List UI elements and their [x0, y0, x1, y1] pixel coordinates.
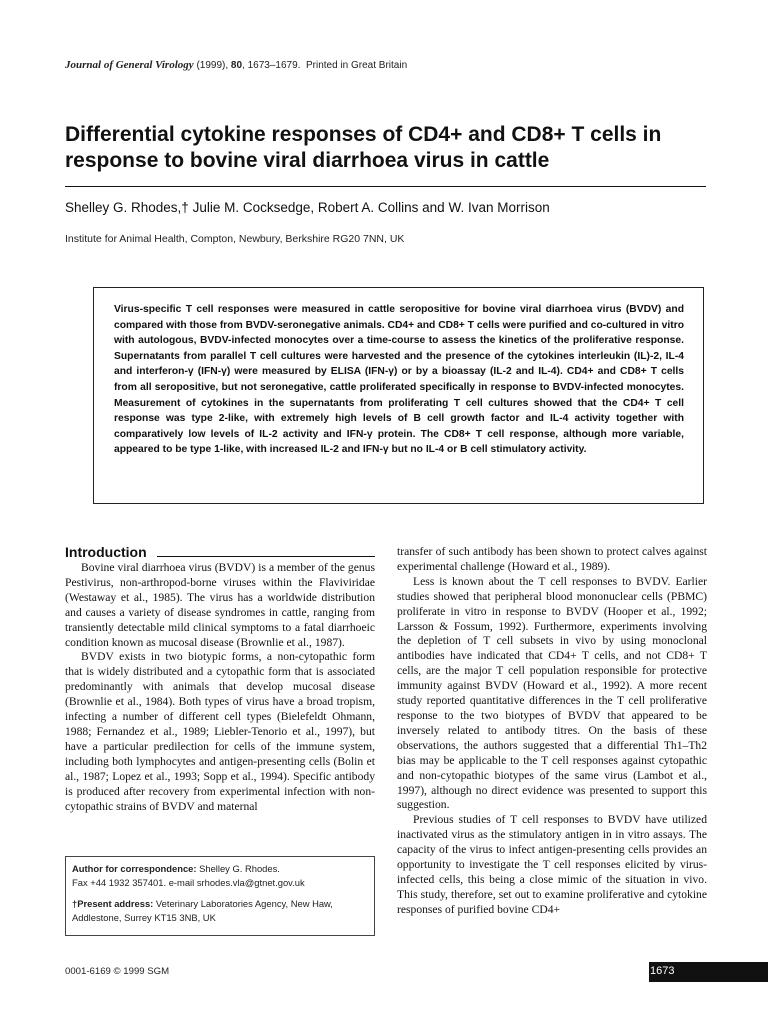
author-list: Shelley G. Rhodes,† Julie M. Cocksedge, Robert A. Collins and W. Ivan Morrison: [65, 200, 550, 215]
journal-volume: 80: [230, 60, 243, 71]
present-address-line: [72, 897, 372, 911]
body-paragraph: Previous studies of T cell responses to BVDV have utilized inactivated virus as the stimulatory antigen in in vitro assays. The capacity of the virus to infect antigen-presenting cells provides an opportunity to investigate the T cell responses elicited by virus-infected cells, this being a close mimic of the situation in vivo. This study, therefore, set out to examine proliferative and cytokine responses of purified bovine CD4+: [397, 813, 707, 916]
printed-in: Printed in Great Britain: [305, 60, 408, 71]
section-heading-rule: [157, 556, 375, 557]
body-paragraph: BVDV exists in two biotypic forms, a non-cytopathic form that is widely distributed and a cytopathic form that is associated predominantly with animals that develop mucosal disease (Brownlie et al., 1984). Both types of virus have a broad tropism, infecting a number of different cell types (Bielefeldt Ohmann, 1988; Fernandez et al., 1989; Liebler-Tenorio et al., 1997), but have a particular predilection for cells of the immune system, including both lymphocytes and antigen-presenting cells (Bolin et al., 1987; Lopez et al., 1993; Sopp et al., 1994). Specific antibody is produced after recovery from experimental infection with non-cytopathic strains of BVDV and maternal: [65, 650, 375, 813]
correspondence-contact: Fax +44 1932 357401. e-mail srhodes.vla@gtnet.gov.uk: [72, 877, 305, 888]
journal-citation: [65, 59, 407, 71]
correspondence-label: Author for correspondence:: [72, 863, 197, 874]
title-divider: [65, 186, 706, 187]
correspondence-line: [72, 862, 372, 876]
present-address-2: Addlestone, Surrey KT15 3NB, UK: [72, 912, 216, 923]
affiliation: Institute for Animal Health, Compton, Newbury, Berkshire RG20 7NN, UK: [65, 233, 405, 245]
section-heading-introduction: Introduction: [65, 544, 147, 560]
body-column-right: [397, 545, 707, 918]
body-paragraph: Bovine viral diarrhoea virus (BVDV) is a member of the genus Pestivirus, non-arthropod-borne viruses within the Flaviviridae (Westaway et al., 1985). The virus has a worldwide distribution and causes a variety of disease syndromes in cattle, ranging from transiently detectable mild clinical symptoms to a fatal diarrhoeic condition known as mucosal disease (Brownlie et al., 1987).: [65, 561, 375, 649]
page-number: 1673: [650, 965, 675, 977]
abstract-text: Virus-specific T cell responses were measured in cattle seropositive for bovine viral diarrhoea virus (BVDV) and compared with those from BVDV-seronegative animals. CD4+ and CD8+ T cells were purified and co-cultured in vitro with autologous, BVDV-infected monocytes over a time-course to assess the kinetics of the proliferative response. Supernatants from parallel T cell cultures were harvested and the presence of the cytokines interleukin (IL)-2, IL-4 and interferon-γ (IFN-γ) were measured by ELISA (IFN-γ) or by a bioassay (IL-2 and IL-4). CD4+ and CD8+ T cells from all seropositive, but not seronegative, cattle proliferated specifically in response to BVDV-infected monocytes. Measurement of cytokines in the supernatants from proliferating T cell cultures showed that the CD4+ T cell response was type 2-like, with extremely high levels of B cell growth factor and IL-4 activity together with comparatively low levels of IL-2 activity and IFN-γ protein. The CD8+ T cell response, although more variable, appeared to be type 1-like, with increased IL-2 and IFN-γ but no IL-4 or B cell stimulatory activity.: [114, 304, 684, 456]
journal-pages: , 1673–1679.: [242, 60, 301, 71]
correspondence-name: Shelley G. Rhodes.: [199, 863, 280, 874]
present-address-1: Veterinary Laboratories Agency, New Haw,: [155, 898, 333, 909]
body-paragraph: transfer of such antibody has been shown to protect calves against experimental challenge (Howard et al., 1989).: [397, 545, 707, 573]
body-column-left: [65, 561, 375, 814]
paper-title: Differential cytokine responses of CD4+ and CD8+ T cells in response to bovine viral diarrhoea virus in cattle: [65, 123, 662, 172]
issn-copyright: 0001-6169 © 1999 SGM: [65, 966, 170, 977]
correspondence-info: [72, 862, 372, 925]
journal-name: Journal of General Virology: [65, 59, 194, 71]
page-number-badge: [649, 962, 768, 982]
journal-year: (1999),: [196, 60, 229, 71]
present-address-label: †Present address:: [72, 898, 154, 909]
body-paragraph: Less is known about the T cell responses to BVDV. Earlier studies showed that peripheral blood mononuclear cells (PBMC) proliferate in vitro in response to BVDV (Hooper et al., 1992; Larsson & Fossum, 1992). Furthermore, experiments involving the depletion of T cell subsets in vivo by using monoclonal antibodies have indicated that CD4+ T cells, and not CD8+ T cells, are the major T cell population responsible for protective immunity against BVDV (Howard et al., 1992). A more recent study reported quantitative differences in the T cell proliferative response to the two biotypes of BVDV that appeared to be inversely related to antibody titres. On the basis of these observations, the authors suggested that a differential Th1–Th2 bias may be applicable to the T cell responses against cytopathic and non-cytopathic biotypes of the same virus (Lambot et al., 1997), although no direct evidence was presented to support this suggestion.: [397, 574, 707, 812]
